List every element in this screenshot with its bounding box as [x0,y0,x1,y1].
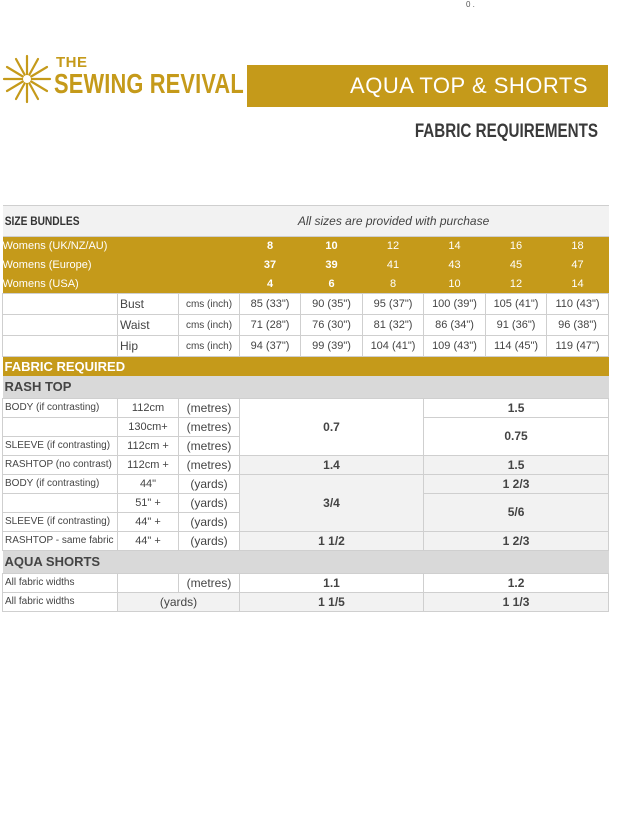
garment-label: BODY (if contrasting) [3,398,118,417]
quantity-small: 1.1 [240,573,424,592]
brand-name: SEWING REVIVAL [54,68,244,99]
quantity-large: 1 2/3 [424,531,609,550]
pattern-title: AQUA TOP & SHORTS [350,73,588,98]
size-value: 43 [424,256,486,275]
measurement-unit: cms (inch) [179,294,240,315]
quantity-large: 1 2/3 [424,474,609,493]
quantity-large: 1.5 [424,455,609,474]
quantity-large: 0.75 [424,417,609,455]
size-value: 12 [363,237,424,256]
garment-label: All fabric widths [3,573,118,592]
page-subtitle: FABRIC REQUIREMENTS [414,121,598,142]
unit-label: (yards) [179,531,240,550]
title-banner [247,65,608,107]
size-value: 47 [547,256,609,275]
garment-label: SLEEVE (if contrasting) [3,436,118,455]
measurement-value: 86 (34") [424,315,486,336]
unit-label: (metres) [179,398,240,417]
measurement-value: 104 (41") [363,336,424,357]
measurement-label: Bust [118,294,179,315]
quantity-small: 0.7 [240,398,424,455]
sunburst-icon [2,54,52,104]
measurement-value: 94 (37") [240,336,301,357]
measurement-unit: cms (inch) [179,315,240,336]
size-row [3,237,609,256]
measurement-row [3,336,609,357]
unit-label: (yards) [118,592,240,611]
size-value: 16 [486,237,547,256]
fabric-width: 112cm + [118,436,179,455]
measurement-value: 99 (39") [301,336,363,357]
rash-top-title: RASH TOP [3,376,609,399]
size-row-label: Womens (USA) [3,275,240,294]
table-row [3,455,609,474]
fabric-width: 44" + [118,512,179,531]
measurement-value: 85 (33") [240,294,301,315]
measurement-value: 100 (39") [424,294,486,315]
measurement-unit: cms (inch) [179,336,240,357]
garment-label: SLEEVE (if contrasting) [3,512,118,531]
size-value: 41 [363,256,424,275]
size-value: 4 [240,275,301,294]
unit-label: (metres) [179,455,240,474]
fabric-table [2,205,609,612]
table-row [3,573,609,592]
size-value: 12 [486,275,547,294]
fabric-width: 130cm+ [118,417,179,436]
size-row-label: Womens (Europe) [3,256,240,275]
garment-label [3,417,118,436]
measurement-row [3,315,609,336]
measurement-value: 110 (43") [547,294,609,315]
unit-label: (yards) [179,512,240,531]
unit-label: (yards) [179,493,240,512]
fabric-width: 44" + [118,531,179,550]
measurement-label: Waist [118,315,179,336]
aqua-shorts-title: AQUA SHORTS [3,550,609,573]
fabric-width: 44" [118,474,179,493]
measurement-value: 114 (45") [486,336,547,357]
size-value: 6 [301,275,363,294]
measurement-value: 95 (37") [363,294,424,315]
brand-the: THE [56,54,88,71]
fabric-width [118,573,179,592]
fabric-width: 51" + [118,493,179,512]
measurement-value: 76 (30") [301,315,363,336]
quantity-large: 1.2 [424,573,609,592]
unit-label: (yards) [179,474,240,493]
measurement-label: Hip [118,336,179,357]
size-value: 18 [547,237,609,256]
table-row [3,531,609,550]
size-value: 8 [363,275,424,294]
measurement-value: 81 (32") [363,315,424,336]
size-row [3,256,609,275]
table-row [3,592,609,611]
garment-label: RASHTOP (no contrast) [3,455,118,474]
table-row [3,474,609,493]
size-bundles-note: All sizes are provided with purchase [179,206,609,237]
page-mark: 0 . [466,0,475,9]
quantity-small: 3/4 [240,474,424,531]
measurement-value: 105 (41") [486,294,547,315]
measurement-value: 71 (28") [240,315,301,336]
brand-logo [0,50,245,110]
unit-label: (metres) [179,417,240,436]
measurement-value: 96 (38") [547,315,609,336]
measurement-value: 90 (35") [301,294,363,315]
quantity-small: 1 1/5 [240,592,424,611]
size-value: 37 [240,256,301,275]
rash-top-header [3,376,609,399]
garment-label: BODY (if contrasting) [3,474,118,493]
measurement-value: 109 (43") [424,336,486,357]
size-bundles-header [3,206,609,237]
size-value: 8 [240,237,301,256]
measurement-value: 91 (36") [486,315,547,336]
fabric-required-header [3,357,609,376]
size-bundles-title: SIZE BUNDLES [4,214,80,228]
garment-label: RASHTOP - same fabric [3,531,118,550]
garment-label: All fabric widths [3,592,118,611]
measurement-row [3,294,609,315]
unit-label: (metres) [179,436,240,455]
aqua-shorts-header [3,550,609,573]
size-value: 10 [424,275,486,294]
size-value: 39 [301,256,363,275]
fabric-required-title: FABRIC REQUIRED [3,357,609,376]
garment-label [3,493,118,512]
unit-label: (metres) [179,573,240,592]
quantity-large: 5/6 [424,493,609,531]
fabric-width: 112cm [118,398,179,417]
size-row-label: Womens (UK/NZ/AU) [3,237,240,256]
size-row [3,275,609,294]
size-value: 14 [424,237,486,256]
size-value: 14 [547,275,609,294]
quantity-small: 1 1/2 [240,531,424,550]
quantity-large: 1 1/3 [424,592,609,611]
quantity-large: 1.5 [424,398,609,417]
fabric-width: 112cm + [118,455,179,474]
measurement-value: 119 (47") [547,336,609,357]
table-row [3,398,609,417]
quantity-small: 1.4 [240,455,424,474]
size-value: 10 [301,237,363,256]
size-value: 45 [486,256,547,275]
